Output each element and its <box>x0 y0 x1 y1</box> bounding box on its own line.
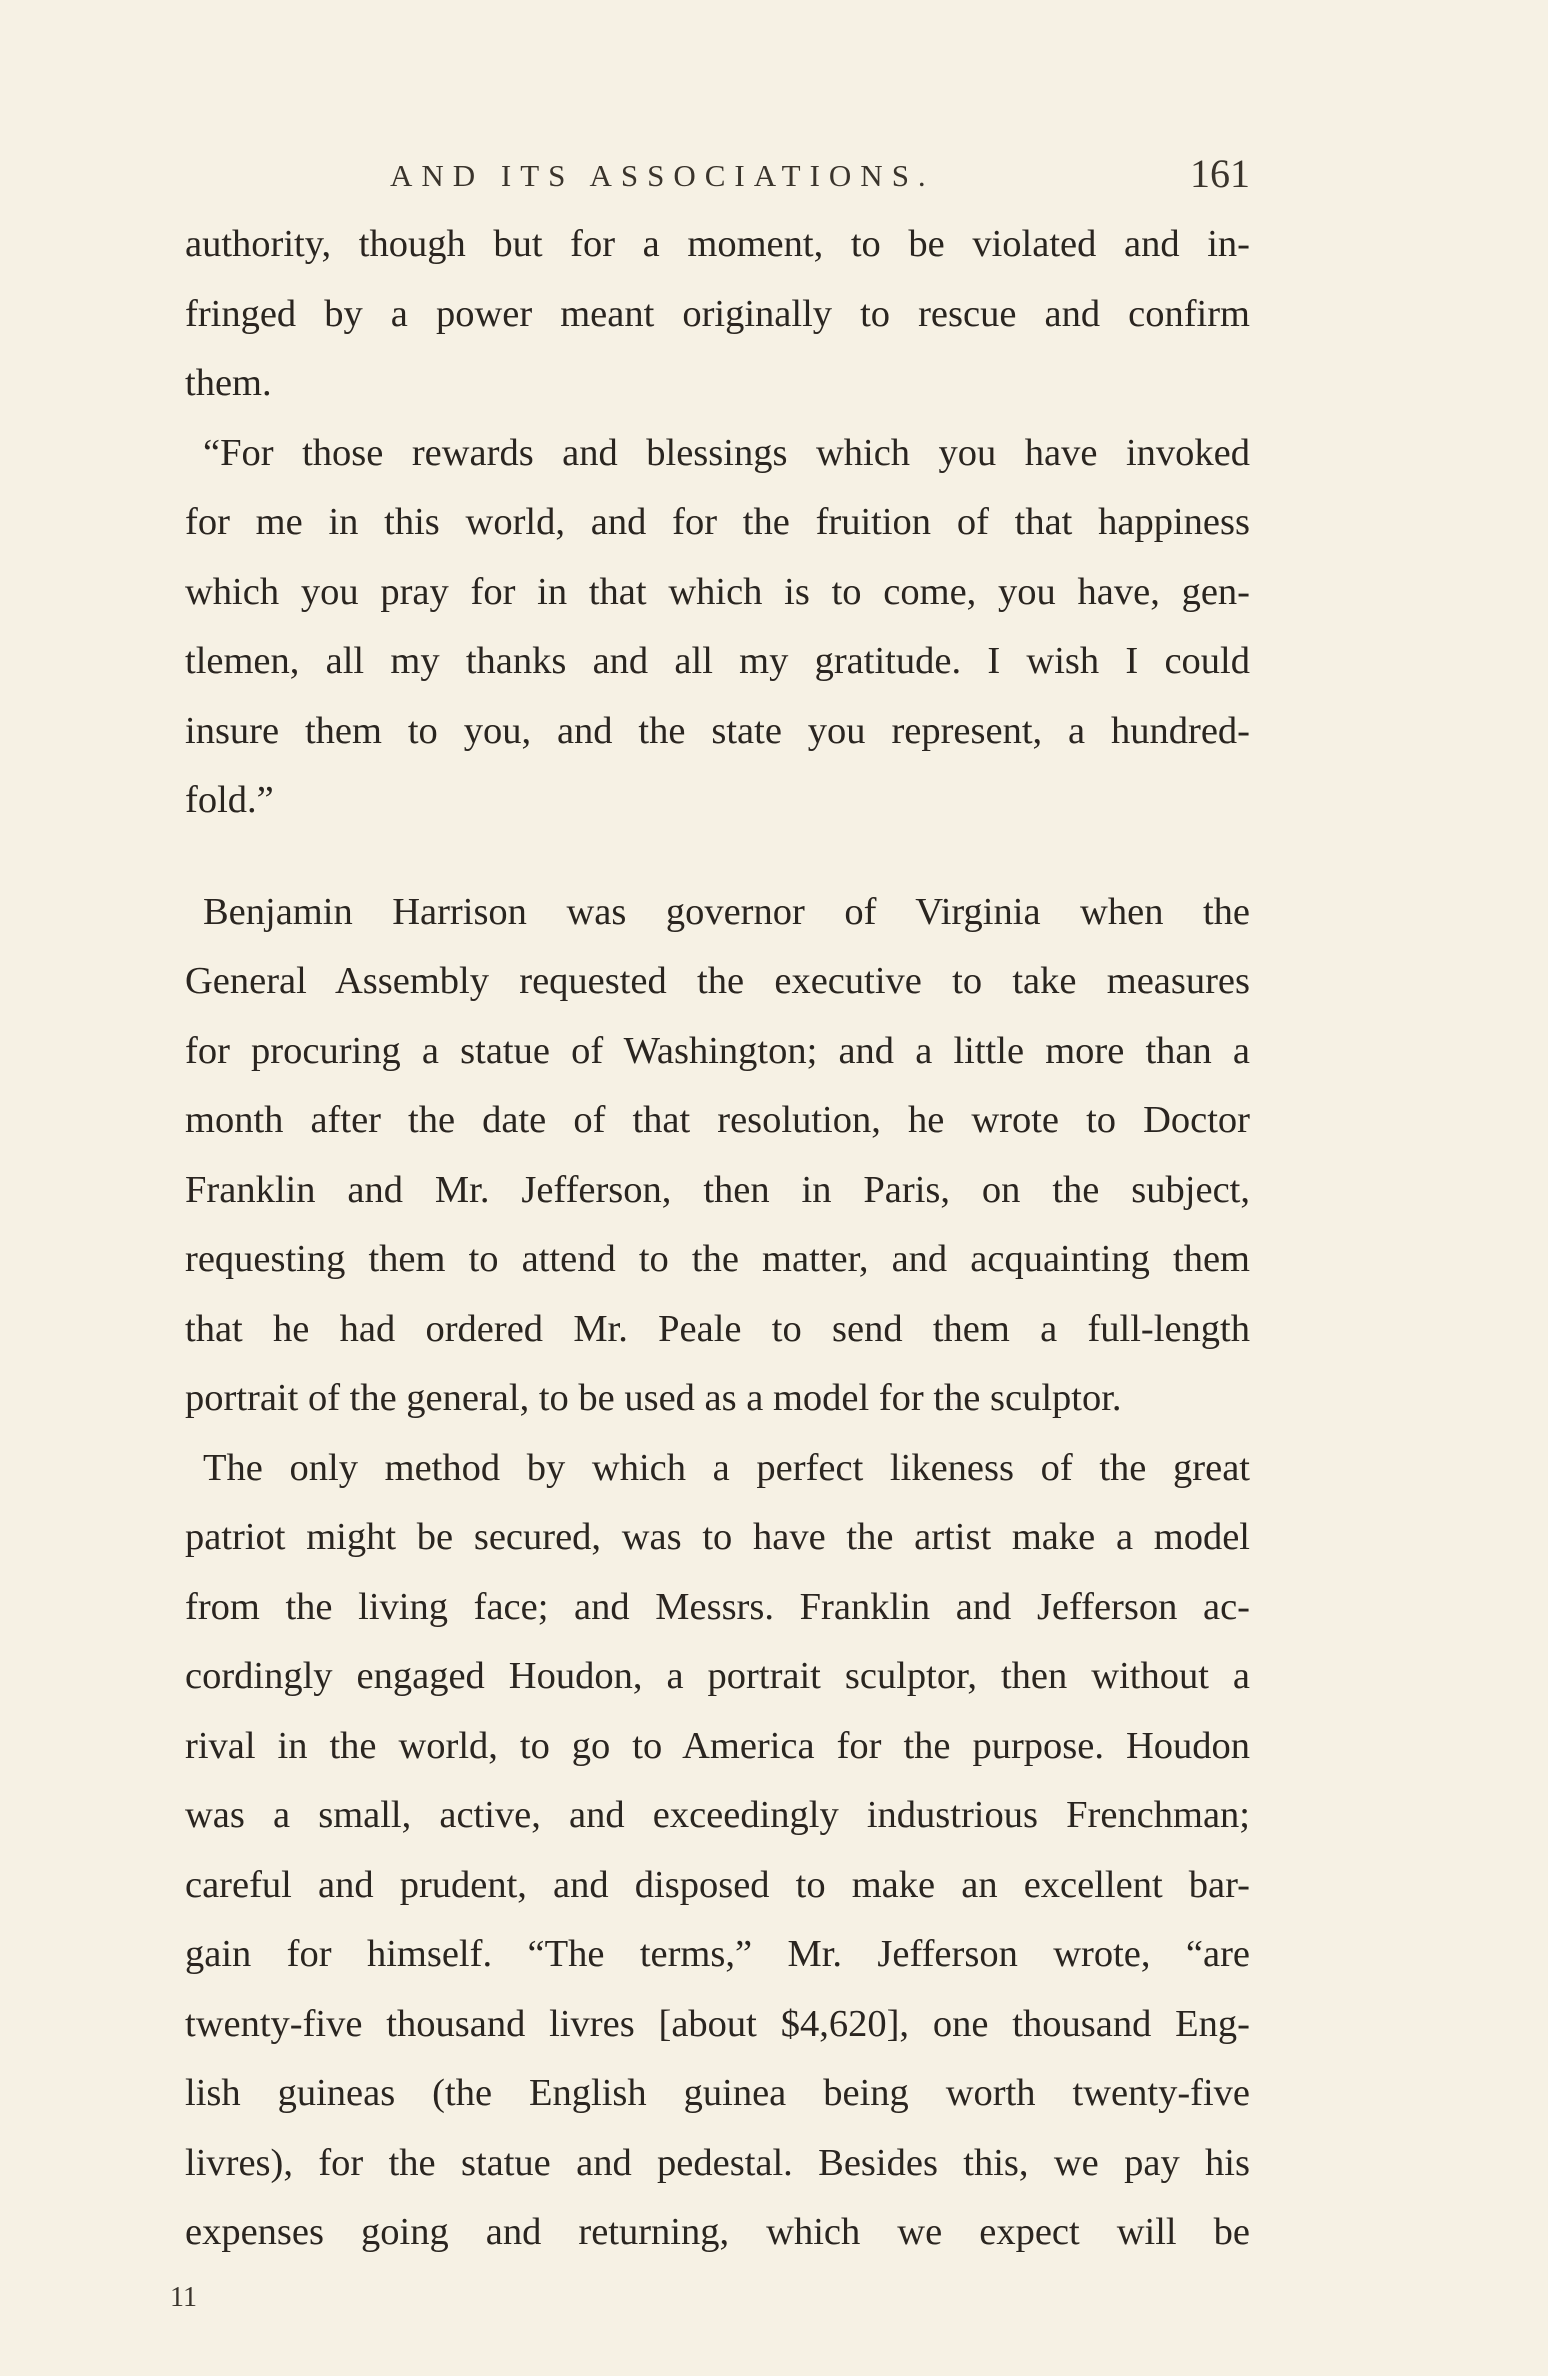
page-number: 161 <box>1190 151 1250 196</box>
text-line: was a small, active, and exceedingly industrious Frenchman; <box>185 1794 1250 1836</box>
text-line: month after the date of that resolution, he wrote to Doctor <box>185 1099 1250 1141</box>
text-line: fringed by a power meant originally to rescue and confirm <box>185 292 1250 335</box>
text-line: careful and prudent, and disposed to make an excellent bar- <box>185 1863 1250 1906</box>
text-line: The only method by which a perfect likeness of the great <box>203 1446 1250 1489</box>
text-line: which you pray for in that which is to come, you have, gen- <box>185 570 1250 613</box>
text-line: twenty-five thousand livres [about $4,620], one thousand Eng- <box>185 2002 1250 2045</box>
text-line: them. <box>185 362 272 404</box>
text-line: from the living face; and Messrs. Franklin and Jefferson ac- <box>185 1585 1250 1628</box>
text-line: lish guineas (the English guinea being worth twenty-five <box>185 2072 1250 2114</box>
text-line: portrait of the general, to be used as a model for the sculptor. <box>185 1377 1122 1419</box>
section-break <box>185 836 1250 878</box>
text-line: cordingly engaged Houdon, a portrait sculptor, then without a <box>185 1655 1250 1697</box>
body-text <box>185 210 1250 2268</box>
text-line: livres), for the statue and pedestal. Besides this, we pay his <box>185 2141 1250 2184</box>
text-line: Benjamin Harrison was governor of Virginia when the <box>203 890 1250 933</box>
running-title: AND ITS ASSOCIATIONS. <box>390 158 935 193</box>
text-line: rival in the world, to go to America for the purpose. Houdon <box>185 1724 1250 1767</box>
text-line: gain for himself. “The terms,” Mr. Jefferson wrote, “are <box>185 1933 1250 1975</box>
text-line: insure them to you, and the state you represent, a hundred- <box>185 709 1250 752</box>
text-line: that he had ordered Mr. Peale to send them a full-length <box>185 1307 1250 1350</box>
text-line: “For those rewards and blessings which you have invoked <box>203 431 1250 474</box>
text-line: requesting them to attend to the matter, and acquainting them <box>185 1238 1250 1280</box>
text-line: patriot might be secured, was to have the artist make a model <box>185 1516 1250 1558</box>
text-line: Franklin and Mr. Jefferson, then in Paris, on the subject, <box>185 1168 1250 1211</box>
text-line: for procuring a statue of Washington; and a little more than a <box>185 1029 1250 1072</box>
text-line: authority, though but for a moment, to be violated and in- <box>185 223 1250 265</box>
running-head <box>185 150 1250 206</box>
text-line: expenses going and returning, which we expect will be <box>185 2211 1250 2253</box>
signature-mark: 11 <box>170 2282 197 2313</box>
text-line: fold.” <box>185 779 274 821</box>
text-line: for me in this world, and for the fruition of that happiness <box>185 501 1250 543</box>
text-line: tlemen, all my thanks and all my gratitude. I wish I could <box>185 640 1250 682</box>
text-line: General Assembly requested the executive to take measures <box>185 960 1250 1002</box>
